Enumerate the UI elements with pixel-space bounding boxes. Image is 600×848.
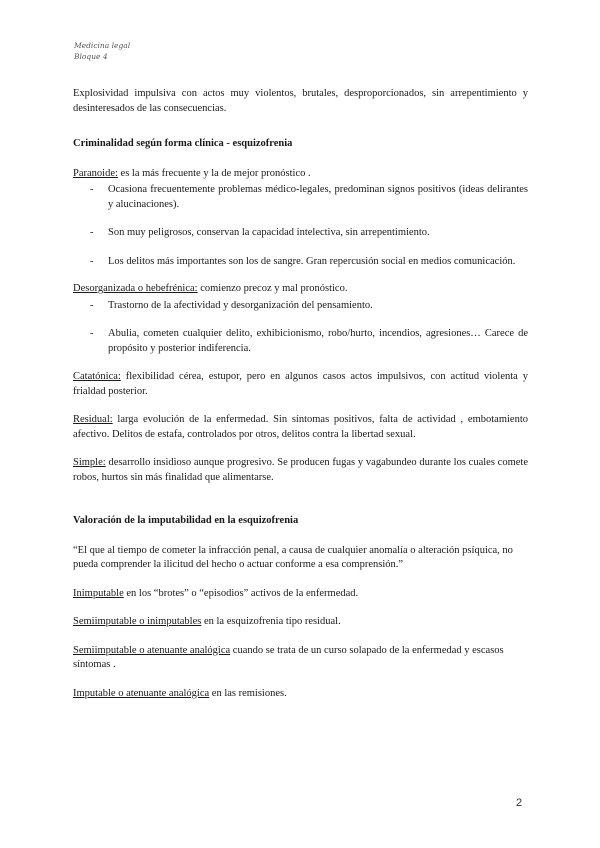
imputability-item <box>73 587 528 602</box>
catatonica-paragraph <box>73 370 528 399</box>
page-number: 2 <box>516 797 523 809</box>
bullet-text: Son muy peligrosos, conservan la capacidad intelectiva, sin arrepentimiento. <box>108 227 430 238</box>
list-item <box>73 255 528 270</box>
desorganizada-label: Desorganizada o hebefrénica: <box>73 283 198 294</box>
imputability-item <box>73 615 528 630</box>
desorganizada-text: comienzo precoz y mal pronóstico. <box>197 283 348 294</box>
residual-text: larga evolución de la enfermedad. Sin síntomas positivos, falta de actividad , embotamiento afectivo. Delitos de estafa, controlados por otros, delitos contra la libertad sexual. <box>73 414 528 440</box>
imputability-text: en los “brotes” o “episodios” activos de la enfermedad. <box>123 587 359 599</box>
desorganizada-paragraph <box>73 282 528 297</box>
paranoide-label: Paranoide: <box>73 167 118 179</box>
imputability-label: Imputable o atenuante analógica <box>73 687 210 699</box>
list-item <box>73 226 528 241</box>
bullet-text: Trastorno de la afectividad y desorganización del pensamiento. <box>108 299 373 311</box>
section-heading-criminality: Criminalidad según forma clínica - esquizofrenia <box>73 138 293 149</box>
list-item <box>73 299 528 314</box>
section-heading-imputability: Valoración de la imputabilidad en la esquizofrenia <box>73 515 299 526</box>
legal-quote: “El que al tiempo de cometer la infracción penal, a causa de cualquier anomalía o alteración psíquica, no pueda comprender la ilicitud del hecho o actuar conforme a esa comprensión.” <box>73 544 513 570</box>
bullet-dash: - <box>90 184 94 195</box>
imputability-label: Semiimputable o inimputables <box>73 616 202 627</box>
page-header <box>74 40 130 62</box>
bullet-dash: - <box>90 328 94 339</box>
simple-text: desarrollo insidioso aunque progresivo. Se producen fugas y vagabundeo durante los cuales comete robos, hurtos sin más finalidad que alimentarse. <box>73 457 528 483</box>
imputability-label: Inimputable <box>73 587 124 599</box>
bullet-text: Ocasiona frecuentemente problemas médico-legales, predominan signos positivos (ideas delirantes y alucinaciones). <box>108 184 528 210</box>
header-block: Bloque 4 <box>74 52 108 61</box>
catatonica-text: flexibilidad cérea, estupor, pero en algunos casos actos impulsivos, con actitud violenta y frialdad posterior. <box>73 371 528 397</box>
bullet-text: Abulia, cometen cualquier delito, exhibicionismo, robo/hurto, incendios, agresiones… Carece de propósito y posterior indiferencia. <box>108 328 528 354</box>
simple-label: Simple: <box>73 457 106 468</box>
imputability-text: en las remisiones. <box>209 687 287 699</box>
residual-paragraph <box>73 413 528 442</box>
residual-label: Residual: <box>73 414 113 425</box>
intro-paragraph: Explosividad impulsiva con actos muy violentos, brutales, desproporcionados, sin arrepentimiento y desinteresados de las consecuencias. <box>73 88 528 114</box>
paranoide-paragraph <box>73 167 528 182</box>
bullet-dash: - <box>90 227 94 238</box>
imputability-item <box>73 687 528 702</box>
imputability-item <box>73 644 528 673</box>
document-body <box>73 87 528 701</box>
list-item <box>73 183 528 212</box>
imputability-label: Semiimputable o atenuante analógica <box>73 644 231 656</box>
imputability-text: cuando se trata de un curso solapado de la enfermedad y escasos síntomas . <box>73 644 504 670</box>
simple-paragraph <box>73 456 528 485</box>
bullet-dash: - <box>90 299 94 311</box>
header-subject: Medicina legal <box>74 41 131 50</box>
bullet-text: Los delitos más importantes son los de sangre. Gran repercusión social en medios comunicación. <box>108 255 516 267</box>
catatonica-label: Catatónica: <box>73 371 121 382</box>
bullet-dash: - <box>90 255 94 267</box>
list-item <box>73 327 528 356</box>
paranoide-text: es la más frecuente y la de mejor pronóstico . <box>117 167 311 179</box>
imputability-text: en la esquizofrenia tipo residual. <box>201 616 341 627</box>
